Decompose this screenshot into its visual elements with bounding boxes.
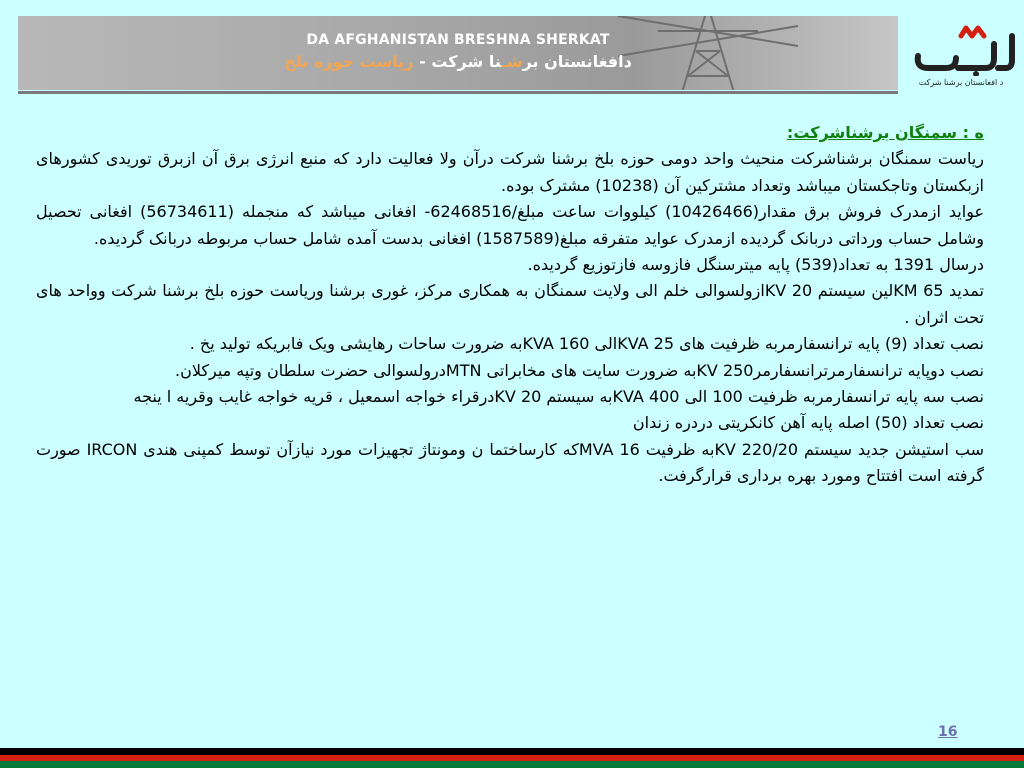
- paragraph-meters: درسال 1391 به تعداد(539) پایه میترسنگل فازوسه فازتوزیع گردیده.: [527, 255, 984, 275]
- paragraph-poles: نصب تعداد (50) اصله پایه آهن کانکریتی دردره زندان: [632, 413, 984, 433]
- paragraph-line-extension: تمدید 65 KMلین سیستم KV 20ازولسوالی خلم الی ولایت سمنگان به همکاری مرکز، غوری برشنا وریاست حوزه بلخ برشنا شرکت وواحد های تحت اثران .: [36, 281, 984, 327]
- logo-mark-icon: [906, 16, 1016, 76]
- paragraph-substation: سب استیشن جدید سیستم KV 220/20به ظرفیت 16 MVAکه کارساختما ن ومونتاژ تجهیزات مورد نیازآن توسط کمپنی هندی IRCON صورت گرفته است افتتاح ومورد بهره برداری قرارگرفت.: [36, 439, 985, 486]
- paragraph-transformers-mtn: نصب دوپایه ترانسفارمرترانسفارمرKV 250به ضرورت سایت های مخابراتی MTNدرولسوالی حضرت سلطان وتپه میرکلان.: [174, 360, 984, 380]
- header-divider: [18, 91, 898, 94]
- section-heading: ه : سمنگان برشناشرکت:: [786, 123, 984, 142]
- paragraph-transformers-villages: نصب سه پایه ترانسفارمربه ظرفیت 100 الی KVA 400به سیستم KV 20درقراء خواجه اسمعیل ، قریه خواجه غایب وقریه ا ینجه: [133, 387, 984, 407]
- paragraph-overview: ریاست سمنگان برشناشرکت منحیث واحد دومی حوزه بلخ برشنا شرکت درآن ولا فعالیت دارد که منبع انرژی برق آن ازبرق توریدی کشورهای ازبکستان وتاجکستان میباشد وتعداد مشترکین آن (10238) مشترک بوده.: [36, 149, 984, 195]
- breshna-logo: [906, 16, 1016, 90]
- header-title-accent: ریاست حوزه بلخ: [284, 52, 414, 71]
- stripe-black: [0, 748, 1024, 755]
- paragraph-transformers-9: نصب تعداد (9) پایه ترانسفارمربه ظرفیت های KVA 25الی KVA 160به ضرورت ساحات رهایشی ویک فابریکه تولید یخ .: [189, 334, 984, 354]
- page-number: 16: [938, 724, 958, 740]
- slide-body: [36, 120, 984, 490]
- header-title-english: DA AFGHANISTAN BRESHNA SHERKAT: [306, 32, 610, 48]
- header-banner: [18, 16, 898, 90]
- header-title-persian: [18, 52, 898, 71]
- header-title-mid: شـ: [501, 52, 523, 71]
- paragraph-revenue: عواید ازمدرک فروش برق مقدار(10426466) کیلووات ساعت مبلغ/62468516- افغانی میباشد که منجمله (56734611) افغانی تحصیل وشامل حساب ورداتی دربانک گردیده ازمدرک عواید متفرقه مبلغ(1587589) افغانی بدست آمده شامل حساب مربوطه دربانک گردیده.: [36, 202, 985, 248]
- header-title-prefix: دافغانستان بر: [522, 52, 632, 71]
- stripe-green: [0, 761, 1024, 768]
- logo-caption: د افغانستان برشنا شرکت: [918, 78, 1004, 87]
- flag-stripes: [0, 748, 1024, 768]
- header-title-suffix: نا شرکت -: [413, 52, 502, 71]
